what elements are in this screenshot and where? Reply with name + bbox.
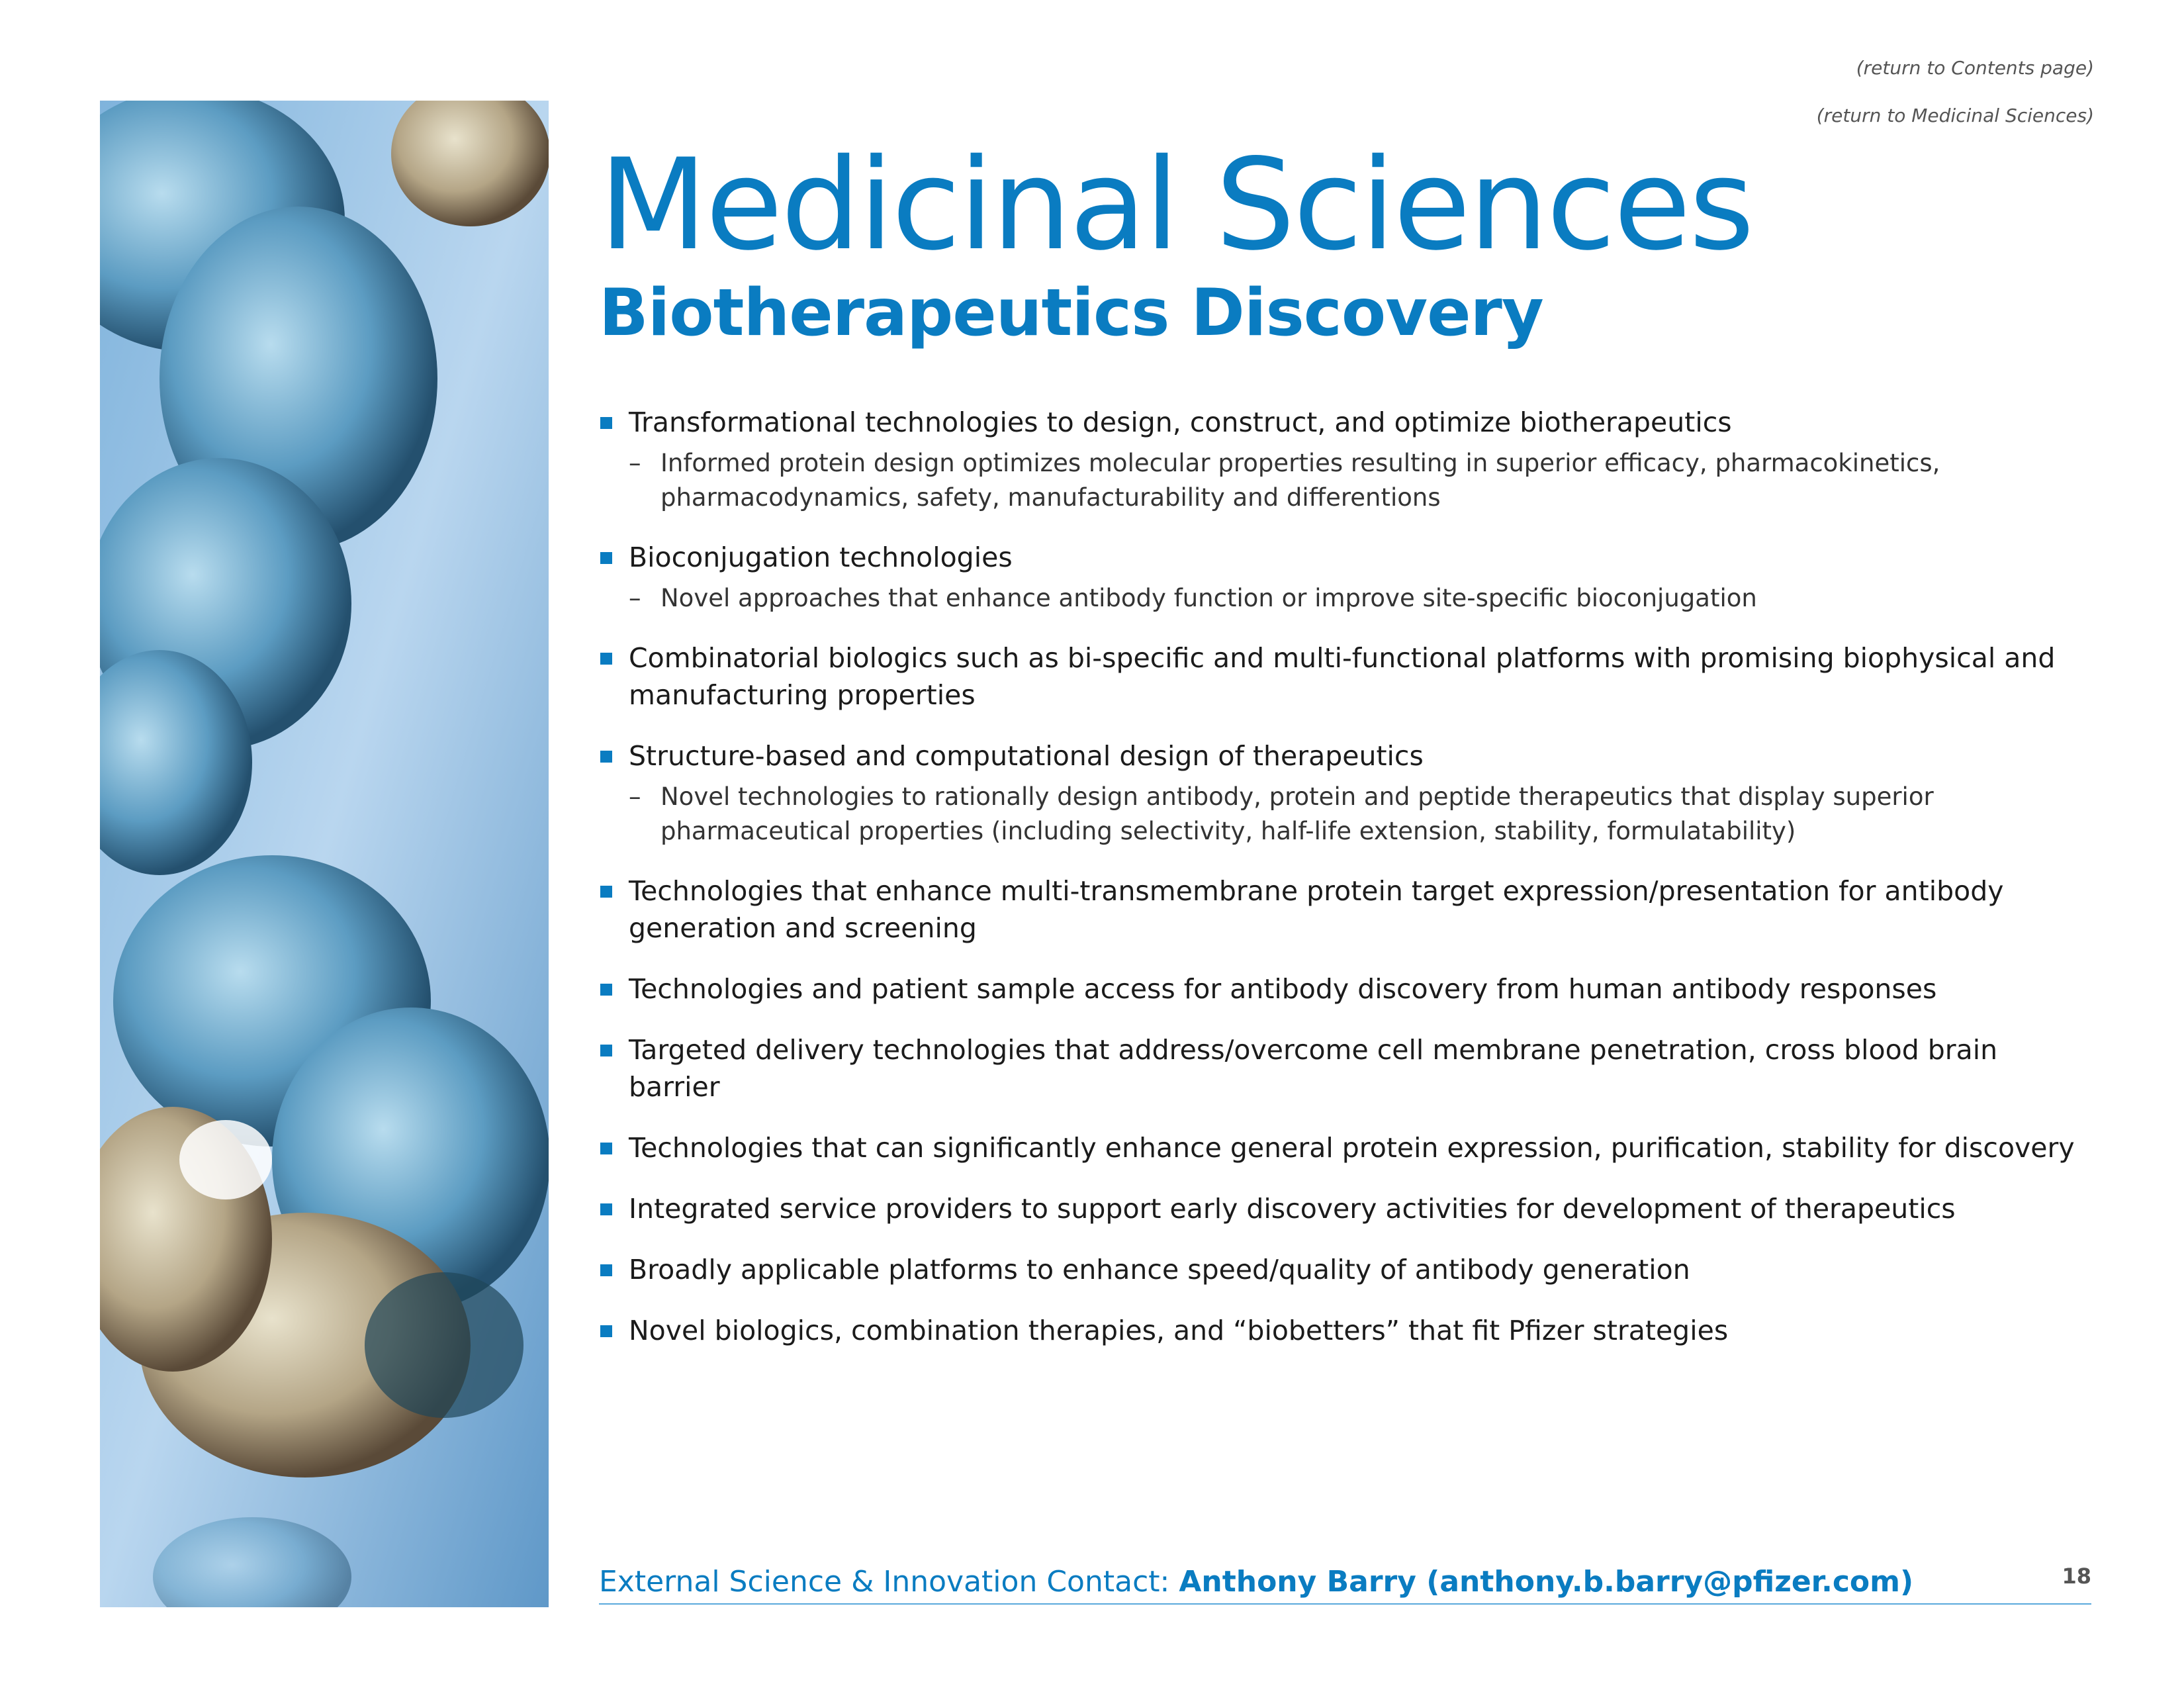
list-item	[599, 1251, 2095, 1288]
list-item-text: Bioconjugation technologies	[629, 541, 1013, 573]
list-item-text: Technologies that can significantly enhance general protein expression, purification, stability for discovery	[629, 1132, 2075, 1164]
list-item-text: Structure-based and computational design of therapeutics	[629, 740, 1424, 772]
sub-list-item-text: Novel approaches that enhance antibody function or improve site-specific bioconjugation	[660, 584, 1757, 612]
list-item	[599, 1312, 2095, 1349]
sub-list	[629, 446, 2095, 515]
return-to-contents-link[interactable]: (return to Contents page)	[1856, 57, 2094, 79]
square-bullet-icon	[600, 653, 612, 665]
square-bullet-icon	[600, 1325, 612, 1337]
page-subtitle: Biotherapeutics Discovery	[599, 275, 1543, 351]
dash-icon: –	[629, 782, 641, 811]
sub-list-item-text: Novel technologies to rationally design antibody, protein and peptide therapeutics that display superior pharmaceutical properties (including selectivity, half-life extension, stability, formulatability)	[660, 782, 1934, 845]
nav-links	[1817, 57, 2094, 152]
square-bullet-icon	[600, 886, 612, 898]
dash-icon: –	[629, 584, 641, 612]
square-bullet-icon	[600, 552, 612, 564]
dash-icon: –	[629, 449, 641, 477]
list-item	[599, 1190, 2095, 1227]
page-number: 18	[2062, 1564, 2091, 1589]
sub-list	[629, 780, 2095, 849]
contact-label: External Science & Innovation Contact:	[599, 1565, 1179, 1599]
list-item-text: Broadly applicable platforms to enhance speed/quality of antibody generation	[629, 1254, 1690, 1286]
list-item	[599, 539, 2095, 616]
square-bullet-icon	[600, 984, 612, 996]
sub-list-item	[629, 780, 2095, 849]
list-item	[599, 1031, 2095, 1105]
list-item	[599, 970, 2095, 1008]
list-item-text: Transformational technologies to design, construct, and optimize biotherapeutics	[629, 406, 1732, 438]
list-item-text: Integrated service providers to support early discovery activities for development of therapeutics	[629, 1193, 1956, 1225]
square-bullet-icon	[600, 417, 612, 429]
page-title: Medicinal Sciences	[599, 132, 1753, 278]
bullet-list	[599, 404, 2095, 1349]
list-item-text: Targeted delivery technologies that address/overcome cell membrane penetration, cross blood brain barrier	[629, 1034, 1998, 1103]
square-bullet-icon	[600, 1045, 612, 1056]
sub-list	[629, 581, 2095, 616]
main-content	[599, 132, 2095, 1373]
square-bullet-icon	[600, 1203, 612, 1215]
list-item-text: Technologies and patient sample access for antibody discovery from human antibody responses	[629, 973, 1937, 1005]
list-item	[599, 404, 2095, 515]
list-item-text: Combinatorial biologics such as bi-specific and multi-functional platforms with promising biophysical and manufacturing properties	[629, 642, 2056, 711]
square-bullet-icon	[600, 1143, 612, 1154]
sub-list-item-text: Informed protein design optimizes molecular properties resulting in superior efficacy, pharmacokinetics, pharmacodynamics, safety, manufacturability and differentions	[660, 449, 1940, 512]
return-to-section-link[interactable]: (return to Medicinal Sciences)	[1816, 105, 2094, 126]
list-item	[599, 639, 2095, 714]
contact-footer	[599, 1564, 2091, 1605]
square-bullet-icon	[600, 1264, 612, 1276]
list-item	[599, 737, 2095, 849]
list-item	[599, 872, 2095, 947]
list-item-text: Technologies that enhance multi-transmembrane protein target expression/presentation for antibody generation and screening	[629, 875, 2004, 944]
list-item-text: Novel biologics, combination therapies, and “biobetters” that fit Pfizer strategies	[629, 1315, 1729, 1346]
sub-list-item	[629, 581, 2095, 616]
molecule-image	[100, 101, 549, 1607]
sub-list-item	[629, 446, 2095, 515]
square-bullet-icon	[600, 751, 612, 763]
contact-link[interactable]: Anthony Barry (anthony.b.barry@pfizer.com)	[1179, 1565, 1914, 1599]
list-item	[599, 1129, 2095, 1166]
